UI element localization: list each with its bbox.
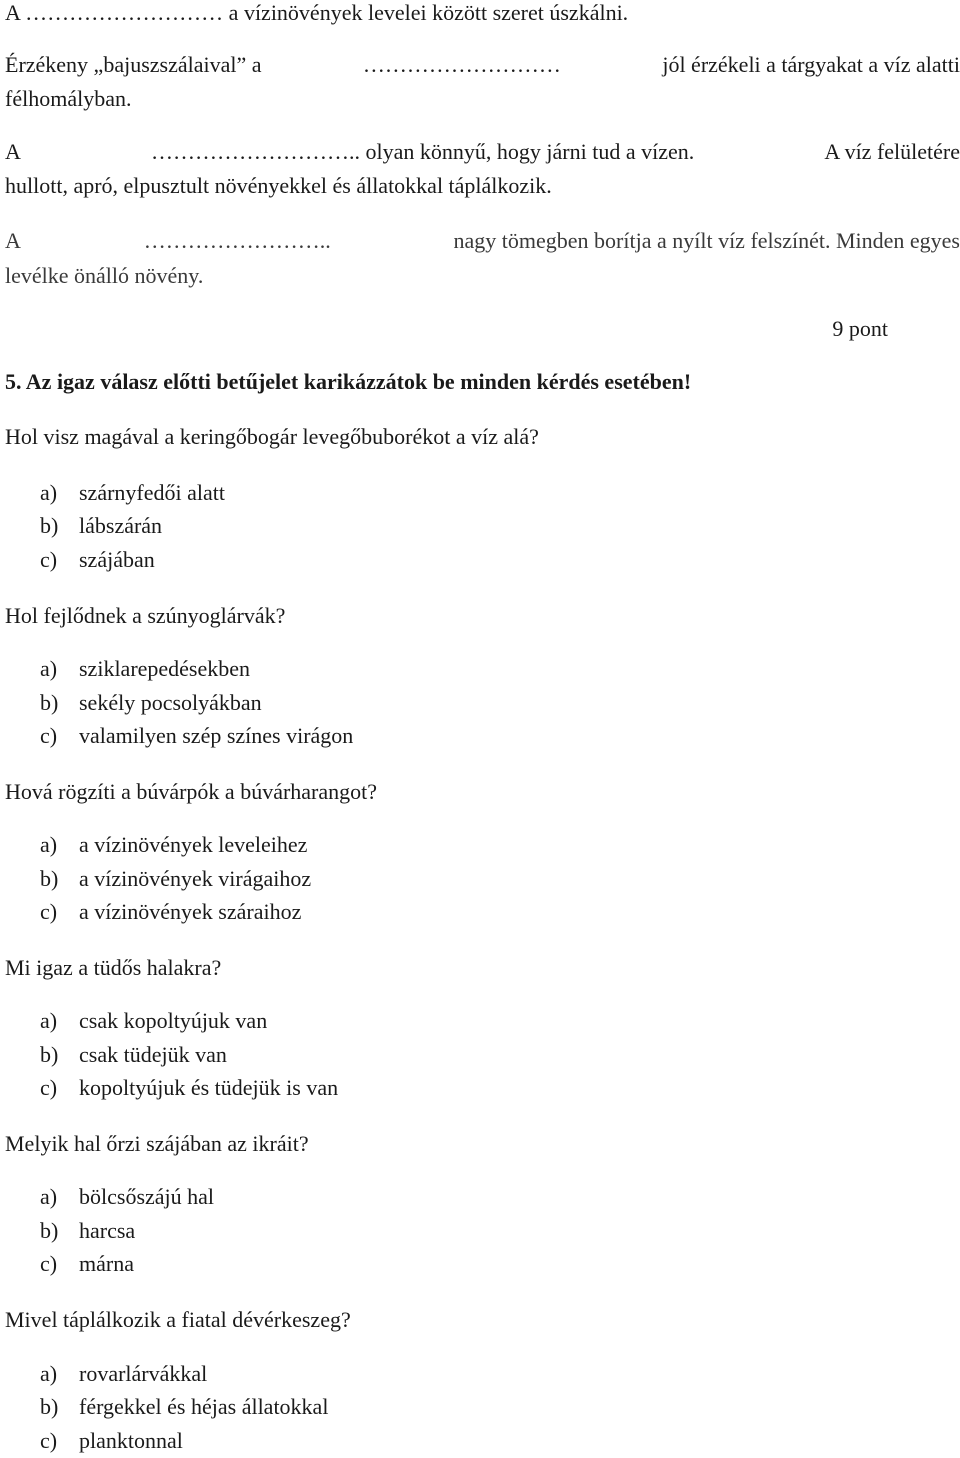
- option-5c[interactable]: [40, 1251, 134, 1277]
- option-6a[interactable]: [40, 1361, 207, 1387]
- fill-text: ……………………….. olyan könnyű, hogy járni tud a vízen.: [151, 139, 695, 164]
- fill-text: A: [5, 228, 21, 253]
- option-4b[interactable]: [40, 1042, 227, 1068]
- option-letter[interactable]: a): [40, 1361, 58, 1386]
- task-heading: 5. Az igaz válasz előtti betűjelet karikázzátok be minden kérdés esetében!: [5, 369, 692, 394]
- option-text: szájában: [79, 547, 155, 572]
- option-1a[interactable]: [40, 480, 225, 506]
- question-3: Hová rögzíti a búvárpók a búvárharangot?: [5, 779, 378, 804]
- option-5b[interactable]: [40, 1218, 135, 1244]
- question-4: Mi igaz a tüdős halakra?: [5, 955, 222, 980]
- option-text: a vízinövények virágaihoz: [79, 866, 312, 891]
- option-text: szárnyfedői alatt: [79, 480, 225, 505]
- option-text: kopoltyújuk és tüdejük is van: [79, 1075, 339, 1100]
- option-letter[interactable]: a): [40, 832, 58, 857]
- fill-line-1: A ……………………… a vízinövények levelei között szeret úszkálni.: [5, 0, 629, 25]
- fill-line-2: [5, 52, 960, 78]
- fill-text: A: [5, 139, 21, 164]
- option-letter[interactable]: a): [40, 480, 58, 505]
- option-text: planktonnal: [79, 1428, 183, 1453]
- option-6c[interactable]: [40, 1428, 183, 1454]
- fill-line-7: levélke önálló növény.: [5, 263, 204, 288]
- fill-line-3: félhomályban.: [5, 86, 132, 111]
- option-1b[interactable]: [40, 513, 162, 539]
- option-text: a vízinövények leveleihez: [79, 832, 308, 857]
- option-letter[interactable]: c): [40, 1428, 58, 1453]
- points-label: 9 pont: [832, 316, 888, 341]
- option-letter[interactable]: a): [40, 656, 58, 681]
- option-4a[interactable]: [40, 1008, 267, 1034]
- option-3c[interactable]: [40, 899, 301, 925]
- option-letter[interactable]: b): [40, 690, 59, 715]
- option-6b[interactable]: [40, 1394, 328, 1420]
- option-3a[interactable]: [40, 832, 307, 858]
- option-5a[interactable]: [40, 1184, 214, 1210]
- option-text: a vízinövények száraihoz: [79, 899, 302, 924]
- option-letter[interactable]: a): [40, 1184, 58, 1209]
- option-2b[interactable]: [40, 690, 262, 716]
- option-text: csak tüdejük van: [79, 1042, 227, 1067]
- question-6: Mivel táplálkozik a fiatal dévérkeszeg?: [5, 1307, 351, 1332]
- option-3b[interactable]: [40, 866, 311, 892]
- fill-text: jól érzékeli a tárgyakat a víz alatti: [662, 52, 960, 77]
- option-text: bölcsőszájú hal: [79, 1184, 215, 1209]
- blank-dots: ……………………..: [143, 228, 331, 253]
- fill-text: Érzékeny „bajuszszálaival” a: [5, 52, 262, 77]
- option-letter[interactable]: c): [40, 723, 58, 748]
- option-text: csak kopoltyújuk van: [79, 1008, 268, 1033]
- option-text: márna: [79, 1251, 134, 1276]
- option-1c[interactable]: [40, 547, 155, 573]
- question-1: Hol visz magával a keringőbogár levegőbuborékot a víz alá?: [5, 424, 539, 449]
- option-4c[interactable]: [40, 1075, 338, 1101]
- fill-line-6: [5, 228, 960, 254]
- option-letter[interactable]: c): [40, 1075, 58, 1100]
- option-text: férgekkel és héjas állatokkal: [79, 1394, 329, 1419]
- option-letter[interactable]: c): [40, 1251, 58, 1276]
- fill-text: A víz felületére: [824, 139, 960, 164]
- option-letter[interactable]: b): [40, 1042, 59, 1067]
- option-text: valamilyen szép színes virágon: [79, 723, 354, 748]
- option-2a[interactable]: [40, 656, 250, 682]
- option-text: rovarlárvákkal: [79, 1361, 208, 1386]
- fill-line-4: [5, 139, 960, 165]
- fill-text: nagy tömegben borítja a nyílt víz felszínét. Minden egyes: [453, 228, 960, 253]
- option-text: harcsa: [79, 1218, 136, 1243]
- blank-dots: ………………………: [362, 52, 561, 77]
- question-5: Melyik hal őrzi szájában az ikráit?: [5, 1131, 309, 1156]
- option-text: sziklarepedésekben: [79, 656, 251, 681]
- option-letter[interactable]: b): [40, 1394, 59, 1419]
- option-letter[interactable]: b): [40, 1218, 59, 1243]
- option-letter[interactable]: a): [40, 1008, 58, 1033]
- option-letter[interactable]: b): [40, 866, 59, 891]
- fill-line-5: hullott, apró, elpusztult növényekkel és állatokkal táplálkozik.: [5, 173, 552, 198]
- option-letter[interactable]: b): [40, 513, 59, 538]
- option-text: sekély pocsolyákban: [79, 690, 262, 715]
- option-text: lábszárán: [79, 513, 163, 538]
- question-2: Hol fejlődnek a szúnyoglárvák?: [5, 603, 286, 628]
- option-letter[interactable]: c): [40, 547, 58, 572]
- option-2c[interactable]: [40, 723, 353, 749]
- option-letter[interactable]: c): [40, 899, 58, 924]
